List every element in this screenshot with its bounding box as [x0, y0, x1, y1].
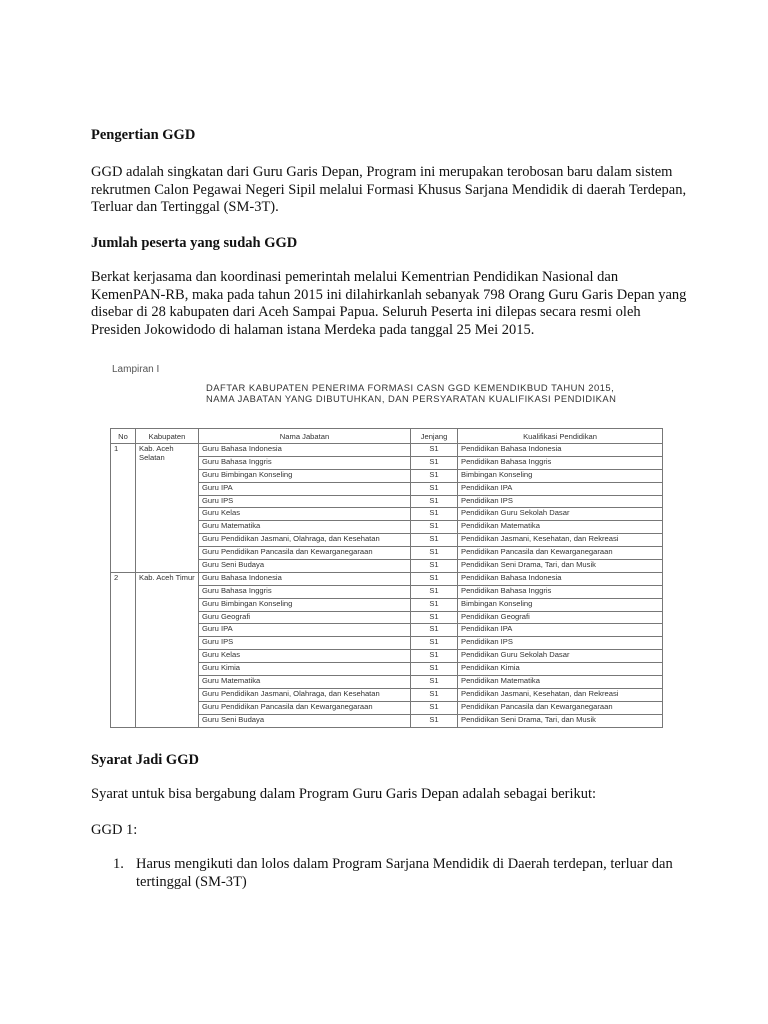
cell-jenjang: S1 — [411, 547, 458, 560]
cell-kualifikasi: Pendidikan Kimia — [458, 663, 663, 676]
cell-nama-jabatan: Guru IPA — [199, 624, 411, 637]
table-title-line2: NAMA JABATAN YANG DIBUTUHKAN, DAN PERSYARATAN KUALIFIKASI PENDIDIKAN — [206, 393, 617, 404]
cell-kualifikasi: Pendidikan Jasmani, Kesehatan, dan Rekreasi — [458, 534, 663, 547]
cell-kabupaten: Kab. Aceh Selatan — [136, 444, 199, 573]
ggd1-label: GGD 1: — [91, 822, 138, 838]
heading-syarat: Syarat Jadi GGD — [91, 752, 199, 768]
cell-nama-jabatan: Guru Seni Budaya — [199, 560, 411, 573]
cell-nama-jabatan: Guru Bimbingan Konseling — [199, 469, 411, 482]
cell-kualifikasi: Pendidikan Bahasa Indonesia — [458, 572, 663, 585]
cell-jenjang: S1 — [411, 663, 458, 676]
cell-kualifikasi: Pendidikan Guru Sekolah Dasar — [458, 650, 663, 663]
cell-kualifikasi: Pendidikan Pancasila dan Kewarganegaraan — [458, 547, 663, 560]
cell-jenjang: S1 — [411, 521, 458, 534]
cell-jenjang: S1 — [411, 508, 458, 521]
cell-kualifikasi: Pendidikan Pancasila dan Kewarganegaraan — [458, 701, 663, 714]
list-item-text: Harus mengikuti dan lolos dalam Program Sarjana Mendidik di Daerah terdepan, terluar dan tertinggal (SM-3T) — [136, 856, 673, 890]
cell-kabupaten: Kab. Aceh Timur — [136, 572, 199, 727]
cell-nama-jabatan: Guru Geografi — [199, 611, 411, 624]
cell-nama-jabatan: Guru IPA — [199, 482, 411, 495]
cell-jenjang: S1 — [411, 572, 458, 585]
cell-nama-jabatan: Guru IPS — [199, 637, 411, 650]
list-item-number: 1. — [113, 856, 124, 872]
cell-kualifikasi: Pendidikan Matematika — [458, 676, 663, 689]
heading-pengertian: Pengertian GGD — [91, 127, 196, 143]
cell-kualifikasi: Pendidikan Jasmani, Kesehatan, dan Rekreasi — [458, 688, 663, 701]
cell-kualifikasi: Pendidikan Geografi — [458, 611, 663, 624]
cell-nama-jabatan: Guru Pendidikan Jasmani, Olahraga, dan Kesehatan — [199, 534, 411, 547]
col-header-nama-jabatan: Nama Jabatan — [199, 429, 411, 444]
cell-kualifikasi: Pendidikan Bahasa Inggris — [458, 456, 663, 469]
list-item — [91, 856, 691, 891]
heading-jumlah: Jumlah peserta yang sudah GGD — [91, 235, 298, 251]
cell-kualifikasi: Pendidikan IPS — [458, 637, 663, 650]
cell-nama-jabatan: Guru Bimbingan Konseling — [199, 598, 411, 611]
cell-jenjang: S1 — [411, 611, 458, 624]
cell-kualifikasi: Pendidikan Bahasa Indonesia — [458, 444, 663, 457]
cell-nama-jabatan: Guru Matematika — [199, 521, 411, 534]
col-header-jenjang: Jenjang — [411, 429, 458, 444]
cell-jenjang: S1 — [411, 560, 458, 573]
cell-nama-jabatan: Guru Seni Budaya — [199, 714, 411, 727]
cell-kualifikasi: Pendidikan Seni Drama, Tari, dan Musik — [458, 714, 663, 727]
cell-nama-jabatan: Guru Bahasa Inggris — [199, 456, 411, 469]
col-header-kualifikasi: Kualifikasi Pendidikan — [458, 429, 663, 444]
cell-nama-jabatan: Guru Bahasa Indonesia — [199, 572, 411, 585]
cell-jenjang: S1 — [411, 482, 458, 495]
cell-kualifikasi: Bimbingan Konseling — [458, 598, 663, 611]
para-jumlah: Berkat kerjasama dan koordinasi pemerintah melalui Kementrian Pendidikan Nasional dan KemenPAN-RB, maka pada tahun 2015 ini dilahirkanlah sebanyak 798 Orang Guru Garis Depan yang disebar di 28 kabupaten dari Aceh Sampai Papua. Seluruh Peserta ini dilepas secara resmi oleh Presiden Jokowidodo di halaman istana Merdeka pada tanggal 25 Mei 2015. — [91, 269, 687, 338]
cell-kualifikasi: Pendidikan Matematika — [458, 521, 663, 534]
cell-kualifikasi: Bimbingan Konseling — [458, 469, 663, 482]
cell-nama-jabatan: Guru Kelas — [199, 508, 411, 521]
cell-jenjang: S1 — [411, 585, 458, 598]
syarat-list — [91, 856, 691, 891]
cell-jenjang: S1 — [411, 598, 458, 611]
cell-jenjang: S1 — [411, 676, 458, 689]
cell-kualifikasi: Pendidikan IPA — [458, 624, 663, 637]
cell-kualifikasi: Pendidikan IPA — [458, 482, 663, 495]
cell-nama-jabatan: Guru Matematika — [199, 676, 411, 689]
cell-nama-jabatan: Guru IPS — [199, 495, 411, 508]
cell-jenjang: S1 — [411, 534, 458, 547]
cell-nama-jabatan: Guru Pendidikan Pancasila dan Kewarganegaraan — [199, 701, 411, 714]
formasi-table — [110, 428, 663, 728]
para-syarat: Syarat untuk bisa bergabung dalam Program Guru Garis Depan adalah sebagai berikut: — [91, 786, 597, 802]
table-header-row — [111, 429, 663, 444]
lampiran-label: Lampiran I — [112, 364, 160, 375]
cell-jenjang: S1 — [411, 469, 458, 482]
cell-kualifikasi: Pendidikan Seni Drama, Tari, dan Musik — [458, 560, 663, 573]
cell-jenjang: S1 — [411, 456, 458, 469]
cell-jenjang: S1 — [411, 495, 458, 508]
cell-jenjang: S1 — [411, 444, 458, 457]
cell-no: 2 — [111, 572, 136, 727]
cell-kualifikasi: Pendidikan IPS — [458, 495, 663, 508]
cell-no: 1 — [111, 444, 136, 573]
cell-jenjang: S1 — [411, 624, 458, 637]
cell-nama-jabatan: Guru Pendidikan Jasmani, Olahraga, dan Kesehatan — [199, 688, 411, 701]
cell-kualifikasi: Pendidikan Guru Sekolah Dasar — [458, 508, 663, 521]
cell-nama-jabatan: Guru Kelas — [199, 650, 411, 663]
cell-nama-jabatan: Guru Kimia — [199, 663, 411, 676]
cell-nama-jabatan: Guru Bahasa Indonesia — [199, 444, 411, 457]
cell-jenjang: S1 — [411, 701, 458, 714]
para-pengertian: GGD adalah singkatan dari Guru Garis Depan, Program ini merupakan terobosan baru dalam sistem rekrutmen Calon Pegawai Negeri Sipil melalui Formasi Khusus Sarjana Mendidik di daerah Terdepan, Terluar dan Tertinggal (SM-3T). — [91, 164, 687, 215]
cell-jenjang: S1 — [411, 688, 458, 701]
col-header-no: No — [111, 429, 136, 444]
cell-nama-jabatan: Guru Pendidikan Pancasila dan Kewarganegaraan — [199, 547, 411, 560]
table-title-line1: DAFTAR KABUPATEN PENERIMA FORMASI CASN GGD KEMENDIKBUD TAHUN 2015, — [206, 382, 615, 393]
cell-nama-jabatan: Guru Bahasa Inggris — [199, 585, 411, 598]
col-header-kabupaten: Kabupaten — [136, 429, 199, 444]
lampiran-table-image — [108, 362, 674, 734]
table-title — [206, 382, 646, 404]
cell-kualifikasi: Pendidikan Bahasa Inggris — [458, 585, 663, 598]
cell-jenjang: S1 — [411, 714, 458, 727]
table-row — [111, 572, 663, 585]
cell-jenjang: S1 — [411, 637, 458, 650]
cell-jenjang: S1 — [411, 650, 458, 663]
table-row — [111, 444, 663, 457]
